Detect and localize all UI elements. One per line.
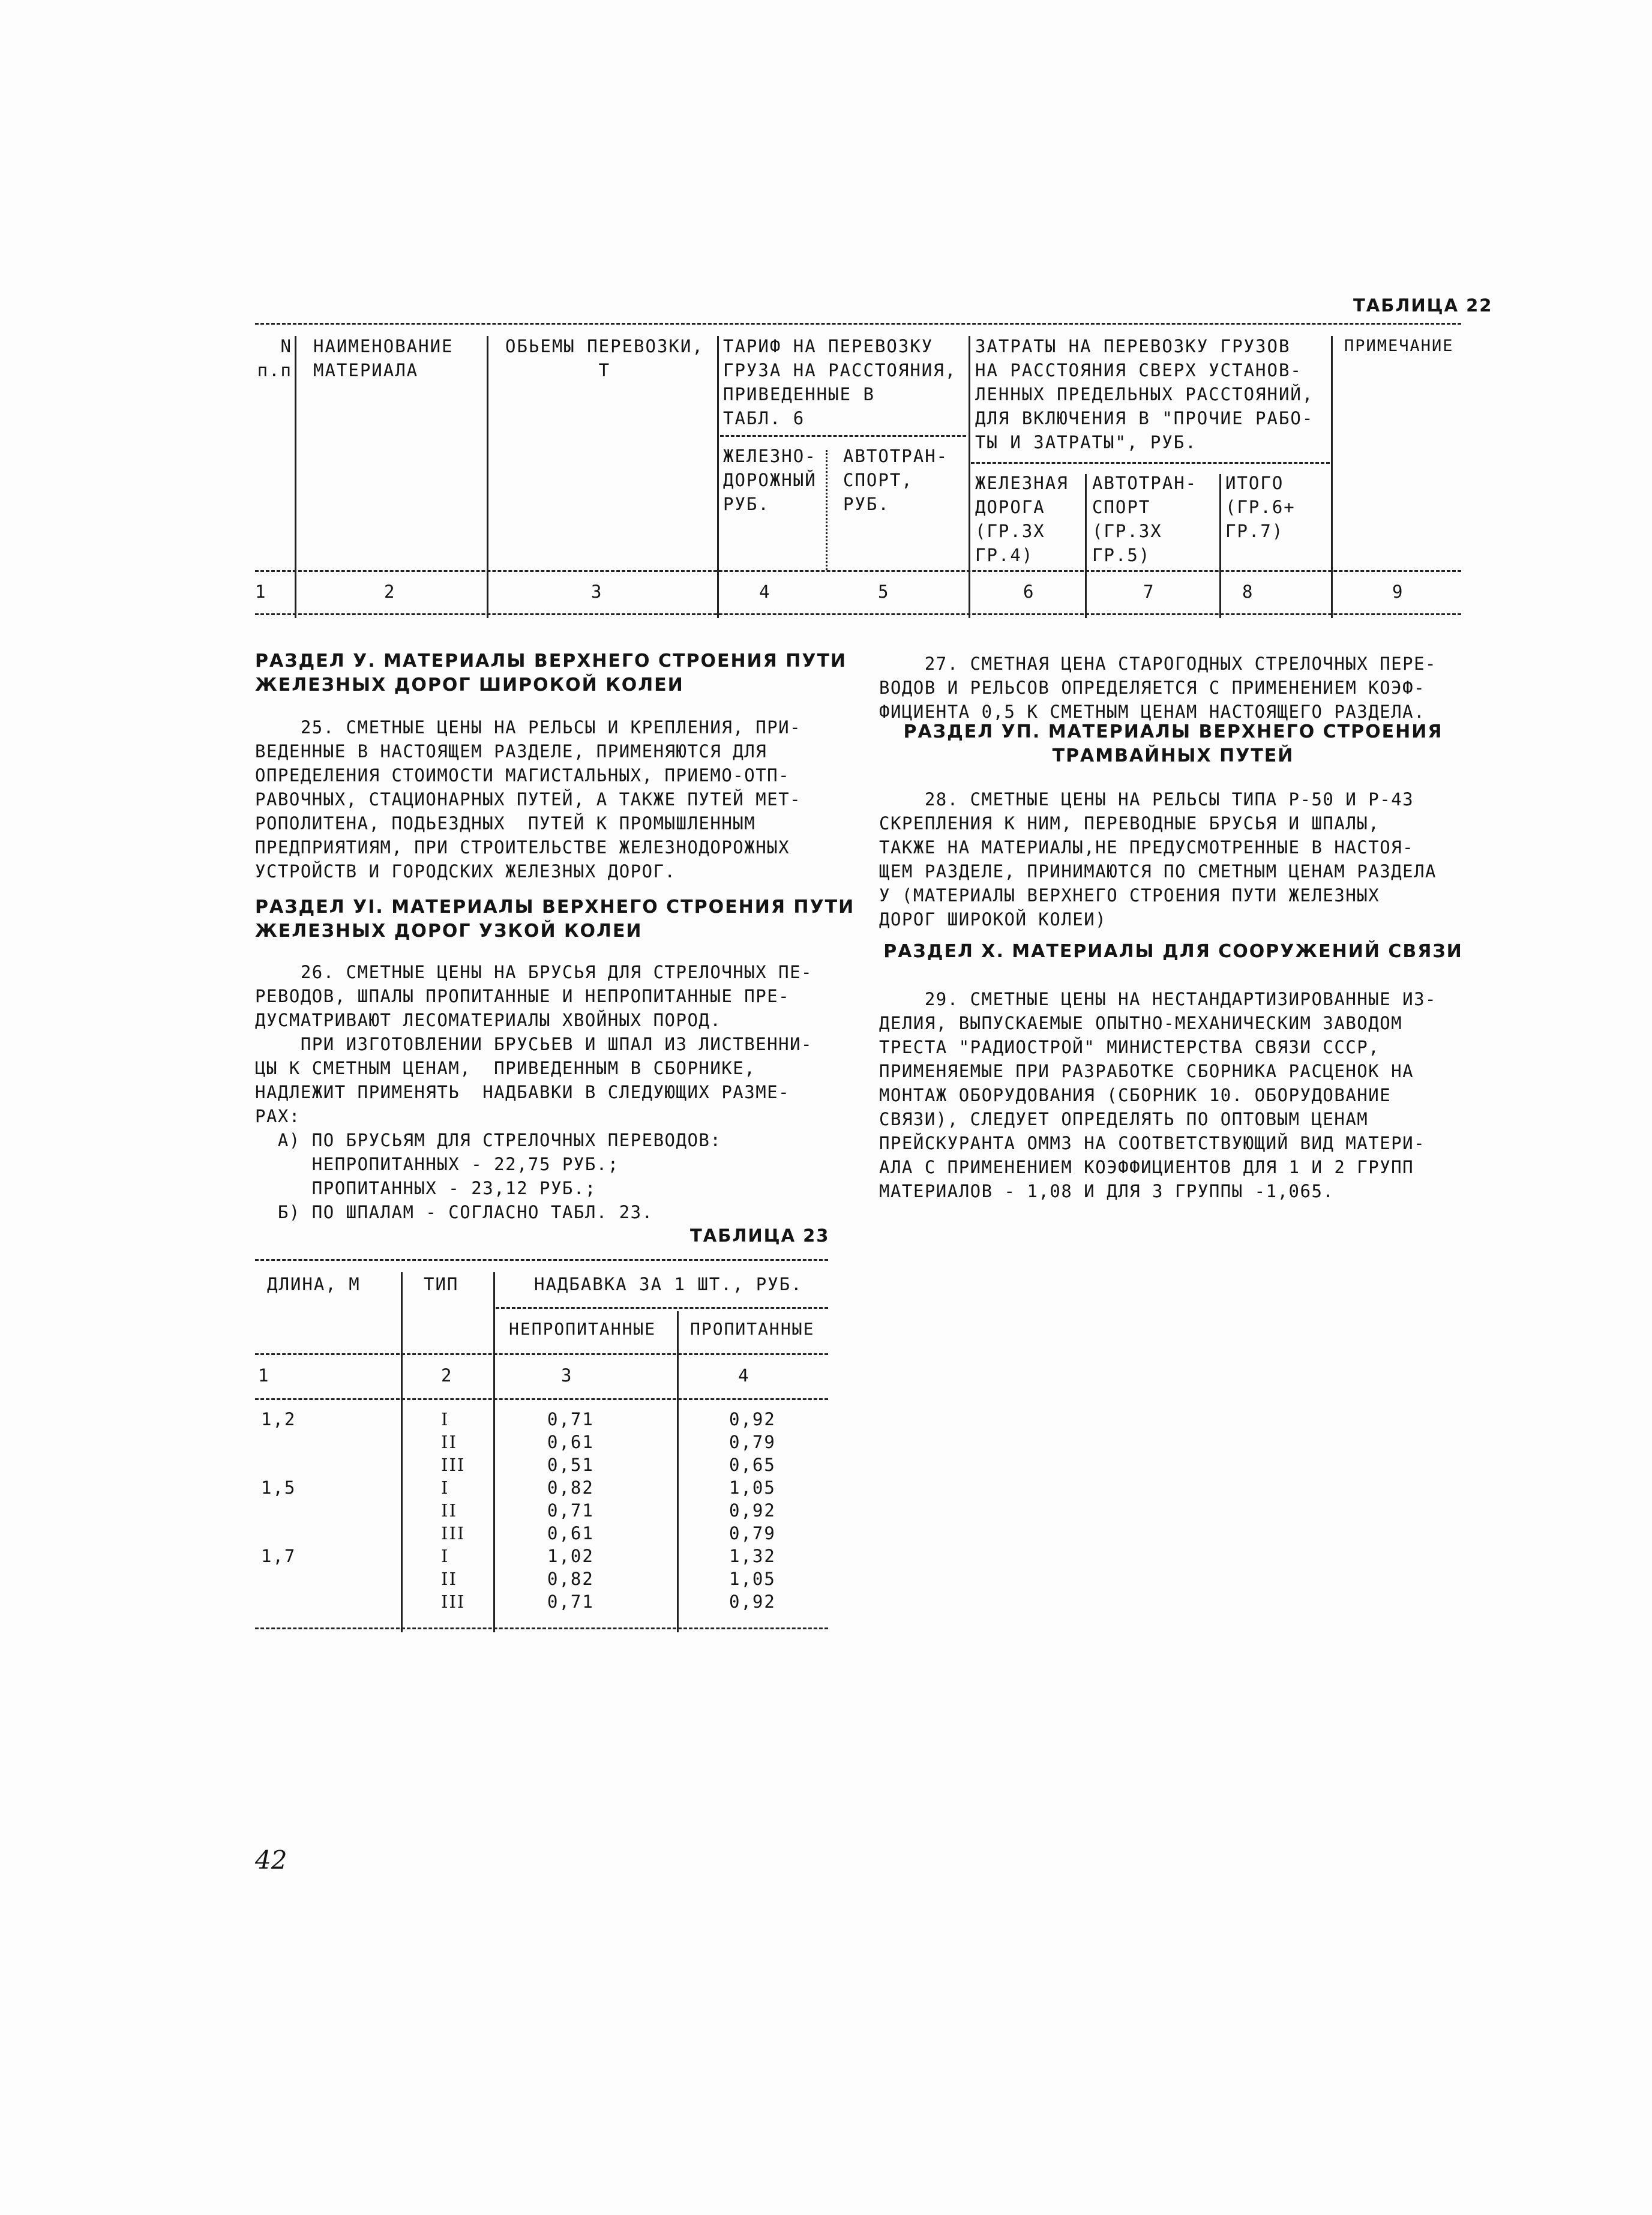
table23-cell-unimpregnated: 0,61 <box>547 1432 594 1452</box>
table23-sub-rule <box>496 1307 828 1309</box>
section10-title: РАЗДЕЛ Х. МАТЕРИАЛЫ ДЛЯ СООРУЖЕНИЙ СВЯЗИ <box>883 941 1463 962</box>
table23-bottom-rule <box>255 1627 828 1629</box>
table23-header-rule <box>255 1353 828 1355</box>
table23-cell-impregnated: 0,79 <box>729 1523 776 1543</box>
table22-colnum: 1 <box>255 582 267 602</box>
table22-header-number: N п.п <box>257 336 292 380</box>
table23-colnum: 3 <box>561 1365 573 1386</box>
section5-title: РАЗДЕЛ У. МАТЕРИАЛЫ ВЕРХНЕГО СТРОЕНИЯ ПУТИ ЖЕЛЕЗНЫХ ДОРОГ ШИРОКОЙ КОЛЕИ <box>255 651 847 696</box>
table22-vline <box>487 336 488 618</box>
table22-header-costs: ЗАТРАТЫ НА ПЕРЕВОЗКУ ГРУЗОВ НА РАССТОЯНИЯ СВЕРХ УСТАНОВ- ЛЕННЫХ ПРЕДЕЛЬНЫХ РАССТОЯНИЙ, ДЛЯ ВКЛЮЧЕНИЯ В "ПРОЧИЕ РАБО- ТЫ И ЗАТРАТЫ", РУБ. <box>975 336 1314 452</box>
table23-header-type: ТИП <box>424 1274 459 1294</box>
table23-label: ТАБЛИЦА 23 <box>690 1225 830 1246</box>
table22-header-volume: ОБЬЕМЫ ПЕРЕВОЗКИ, Т <box>505 336 704 380</box>
table23-vline <box>401 1272 403 1632</box>
table23-cell-impregnated: 0,92 <box>729 1409 776 1429</box>
table23-cell-type: II <box>441 1500 457 1521</box>
table23-top-rule <box>255 1259 828 1261</box>
table22-vline <box>1219 474 1221 618</box>
table23-cell-type: I <box>441 1409 449 1429</box>
table22-vline <box>295 336 296 618</box>
table23-cell-unimpregnated: 1,02 <box>547 1546 594 1566</box>
table22-header-auto-cost: АВТОТРАН- СПОРТ (ГР.3Х ГР.5) <box>1092 473 1198 565</box>
table23-cell-impregnated: 1,05 <box>729 1569 776 1589</box>
table23-cell-length: 1,7 <box>261 1546 296 1566</box>
table22-header-rule <box>255 570 1461 572</box>
table22-top-rule <box>255 323 1461 325</box>
table22-colnum: 8 <box>1242 582 1254 602</box>
table23-cell-unimpregnated: 0,82 <box>547 1569 594 1589</box>
table23-cell-unimpregnated: 0,82 <box>547 1477 594 1498</box>
table22-header-rail-cost: ЖЕЛЕЗНАЯ ДОРОГА (ГР.3Х ГР.4) <box>975 473 1069 565</box>
table23-cell-type: III <box>441 1455 466 1475</box>
table23-cell-length: 1,2 <box>261 1409 296 1429</box>
table22-colnum: 3 <box>591 582 603 602</box>
table23-colnum: 4 <box>738 1365 750 1386</box>
table22-colnum: 9 <box>1392 582 1404 602</box>
table23-cell-impregnated: 0,65 <box>729 1455 776 1475</box>
table22-label: ТАБЛИЦА 22 <box>1353 295 1493 316</box>
table23-cell-length: 1,5 <box>261 1477 296 1498</box>
table22-colnum: 2 <box>384 582 396 602</box>
table23-header-length: ДЛИНА, М <box>267 1274 361 1294</box>
table23-colnum: 1 <box>258 1365 270 1386</box>
table22-header-total: ИТОГО (ГР.6+ ГР.7) <box>1225 473 1296 541</box>
table22-header-tariff: ТАРИФ НА ПЕРЕВОЗКУ ГРУЗА НА РАССТОЯНИЯ, ПРИВЕДЕННЫЕ В ТАБЛ. 6 <box>723 336 957 428</box>
table22-vline <box>826 450 828 570</box>
paragraph-26: 26. СМЕТНЫЕ ЦЕНЫ НА БРУСЬЯ ДЛЯ СТРЕЛОЧНЫХ ПЕ- РЕВОДОВ, ШПАЛЫ ПРОПИТАННЫЕ И НЕПРОПИТАННЫЕ ПРЕ- ДУСМАТРИВАЮТ ЛЕСОМАТЕРИАЛЫ ХВОЙНЫХ ПОРОД. ПРИ ИЗГОТОВЛЕНИИ БРУСЬЕВ И ШПАЛ ИЗ ЛИСТВЕННИ- ЦЫ К СМЕТНЫМ ЦЕНАМ, ПРИВЕДЕННЫМ В СБОРНИКЕ, НАДЛЕЖИТ ПРИМЕНЯТЬ НАДБАВКИ В СЛЕДУЮЩИХ РАЗМЕ- РАХ: А) ПО БРУСЬЯМ ДЛЯ СТРЕЛОЧНЫХ ПЕРЕВОДОВ: НЕПРОПИТАННЫХ - 22,75 РУБ.; ПРОПИТАННЫХ - 23,12 РУБ.; Б) ПО ШПАЛАМ - СОГЛАСНО ТАБЛ. 23. <box>255 962 813 1222</box>
table23-vline <box>493 1272 495 1632</box>
table23-cell-type: I <box>441 1477 449 1498</box>
table22-header-rail: ЖЕЛЕЗНО- ДОРОЖНЫЙ РУБ. <box>723 446 817 514</box>
section6-title: РАЗДЕЛ УI. МАТЕРИАЛЫ ВЕРХНЕГО СТРОЕНИЯ ПУТИ ЖЕЛЕЗНЫХ ДОРОГ УЗКОЙ КОЛЕИ <box>255 897 855 942</box>
table22-header-material: НАИМЕНОВАНИЕ МАТЕРИАЛА <box>313 336 454 380</box>
table23-cell-unimpregnated: 0,71 <box>547 1591 594 1612</box>
table23-vline <box>677 1311 679 1632</box>
table22-colnum: 5 <box>878 582 890 602</box>
table23-colnum: 2 <box>441 1365 453 1386</box>
paragraph-29: 29. СМЕТНЫЕ ЦЕНЫ НА НЕСТАНДАРТИЗИРОВАННЫЕ ИЗ- ДЕЛИЯ, ВЫПУСКАЕМЫЕ ОПЫТНО-МЕХАНИЧЕСКИМ ЗАВОДОМ ТРЕСТА "РАДИОСТРОЙ" МИНИСТЕРСТВА СВЯЗИ СССР, ПРИМЕНЯЕМЫЕ ПРИ РАЗРАБОТКЕ СБОРНИКА РАСЦЕНОК НА МОНТАЖ ОБОРУДОВАНИЯ (СБОРНИК 10. ОБОРУДОВАНИЕ СВЯЗИ), СЛЕДУЕТ ОПРЕДЕЛЯТЬ ПО ОПТОВЫМ ЦЕНАМ ПРЕЙСКУРАНТА ОММЗ НА СООТВЕТСТВУЮЩИЙ ВИД МАТЕРИ- АЛА С ПРИМЕНЕНИЕМ КОЭФФИЦИЕНТОВ ДЛЯ 1 И 2 ГРУПП МАТЕРИАЛОВ - 1,08 И ДЛЯ 3 ГРУППЫ -1,065. <box>879 989 1437 1201</box>
table23-cell-type: III <box>441 1523 466 1543</box>
table23-header-surcharge: НАДБАВКА ЗА 1 ШТ., РУБ. <box>534 1274 803 1294</box>
table23-cell-impregnated: 0,92 <box>729 1591 776 1612</box>
table22-bottom-rule <box>255 613 1461 615</box>
table22-tariff-subrule <box>720 435 966 437</box>
paragraph-28: 28. СМЕТНЫЕ ЦЕНЫ НА РЕЛЬСЫ ТИПА Р-50 И Р-43 СКРЕПЛЕНИЯ К НИМ, ПЕРЕВОДНЫЕ БРУСЬЯ И ШПАЛЫ, ТАКЖЕ НА МАТЕРИАЛЫ,НЕ ПРЕДУСМОТРЕННЫЕ В НАСТОЯ- ЩЕМ РАЗДЕЛЕ, ПРИНИМАЮТСЯ ПО СМЕТНЫМ ЦЕНАМ РАЗДЕЛА У (МАТЕРИАЛЫ ВЕРХНЕГО СТРОЕНИЯ ПУТИ ЖЕЛЕЗНЫХ ДОРОГ ШИРОКОЙ КОЛЕИ) <box>879 789 1437 930</box>
table23-cell-type: III <box>441 1591 466 1612</box>
paragraph-27: 27. СМЕТНАЯ ЦЕНА СТАРОГОДНЫХ СТРЕЛОЧНЫХ ПЕРЕ- ВОДОВ И РЕЛЬСОВ ОПРЕДЕЛЯЕТСЯ С ПРИМЕНЕНИЕМ КОЭФ- ФИЦИЕНТА 0,5 К СМЕТНЫМ ЦЕНАМ НАСТОЯЩЕГО РАЗДЕЛА. <box>879 654 1437 722</box>
table22-vline <box>1331 336 1333 618</box>
table23-header-unimpregnated: НЕПРОПИТАННЫЕ <box>509 1319 656 1339</box>
table22-vline <box>1085 474 1087 618</box>
table23-cell-impregnated: 0,92 <box>729 1500 776 1521</box>
table23-cell-type: II <box>441 1569 457 1589</box>
table23-cell-unimpregnated: 0,71 <box>547 1500 594 1521</box>
table23-cell-impregnated: 1,32 <box>729 1546 776 1566</box>
table23-cell-type: II <box>441 1432 457 1452</box>
table22-colnum: 7 <box>1143 582 1155 602</box>
table22-costs-subrule <box>971 462 1330 464</box>
section7-title: РАЗДЕЛ УП. МАТЕРИАЛЫ ВЕРХНЕГО СТРОЕНИЯ ТРАМВАЙНЫХ ПУТЕЙ <box>903 721 1443 766</box>
table23-cell-impregnated: 0,79 <box>729 1432 776 1452</box>
table22-header-note: ПРИМЕЧАНИЕ <box>1344 337 1454 355</box>
table23-cell-type: I <box>441 1546 449 1566</box>
table23-cell-unimpregnated: 0,51 <box>547 1455 594 1475</box>
table22-colnum: 4 <box>759 582 771 602</box>
table22-header-auto: АВТОТРАН- СПОРТ, РУБ. <box>843 446 949 514</box>
table22-vline <box>717 336 719 618</box>
table23-header-impregnated: ПРОПИТАННЫЕ <box>690 1319 815 1339</box>
table23-cell-unimpregnated: 0,61 <box>547 1523 594 1543</box>
table23-cell-unimpregnated: 0,71 <box>547 1409 594 1429</box>
page-number: 42 <box>255 1845 287 1875</box>
table23-cell-impregnated: 1,05 <box>729 1477 776 1498</box>
table22-colnum: 6 <box>1023 582 1035 602</box>
table22-vline <box>969 336 970 618</box>
table23-number-rule <box>255 1398 828 1400</box>
paragraph-25: 25. СМЕТНЫЕ ЦЕНЫ НА РЕЛЬСЫ И КРЕПЛЕНИЯ, ПРИ- ВЕДЕННЫЕ В НАСТОЯЩЕМ РАЗДЕЛЕ, ПРИМЕНЯЮТСЯ ДЛЯ ОПРЕДЕЛЕНИЯ СТОИМОСТИ МАГИСТАЛЬНЫХ, ПРИЕМО-ОТП- РАВОЧНЫХ, СТАЦИОНАРНЫХ ПУТЕЙ, А ТАКЖЕ ПУТЕЙ МЕТ- РОПОЛИТЕНА, ПОДЬЕЗДНЫХ ПУТЕЙ К ПРОМЫШЛЕННЫМ ПРЕДПРИЯТИЯМ, ПРИ СТРОИТЕЛЬСТВЕ ЖЕЛЕЗНОДОРОЖНЫХ УСТРОЙСТВ И ГОРОДСКИХ ЖЕЛЕЗНЫХ ДОРОГ. <box>255 717 802 882</box>
